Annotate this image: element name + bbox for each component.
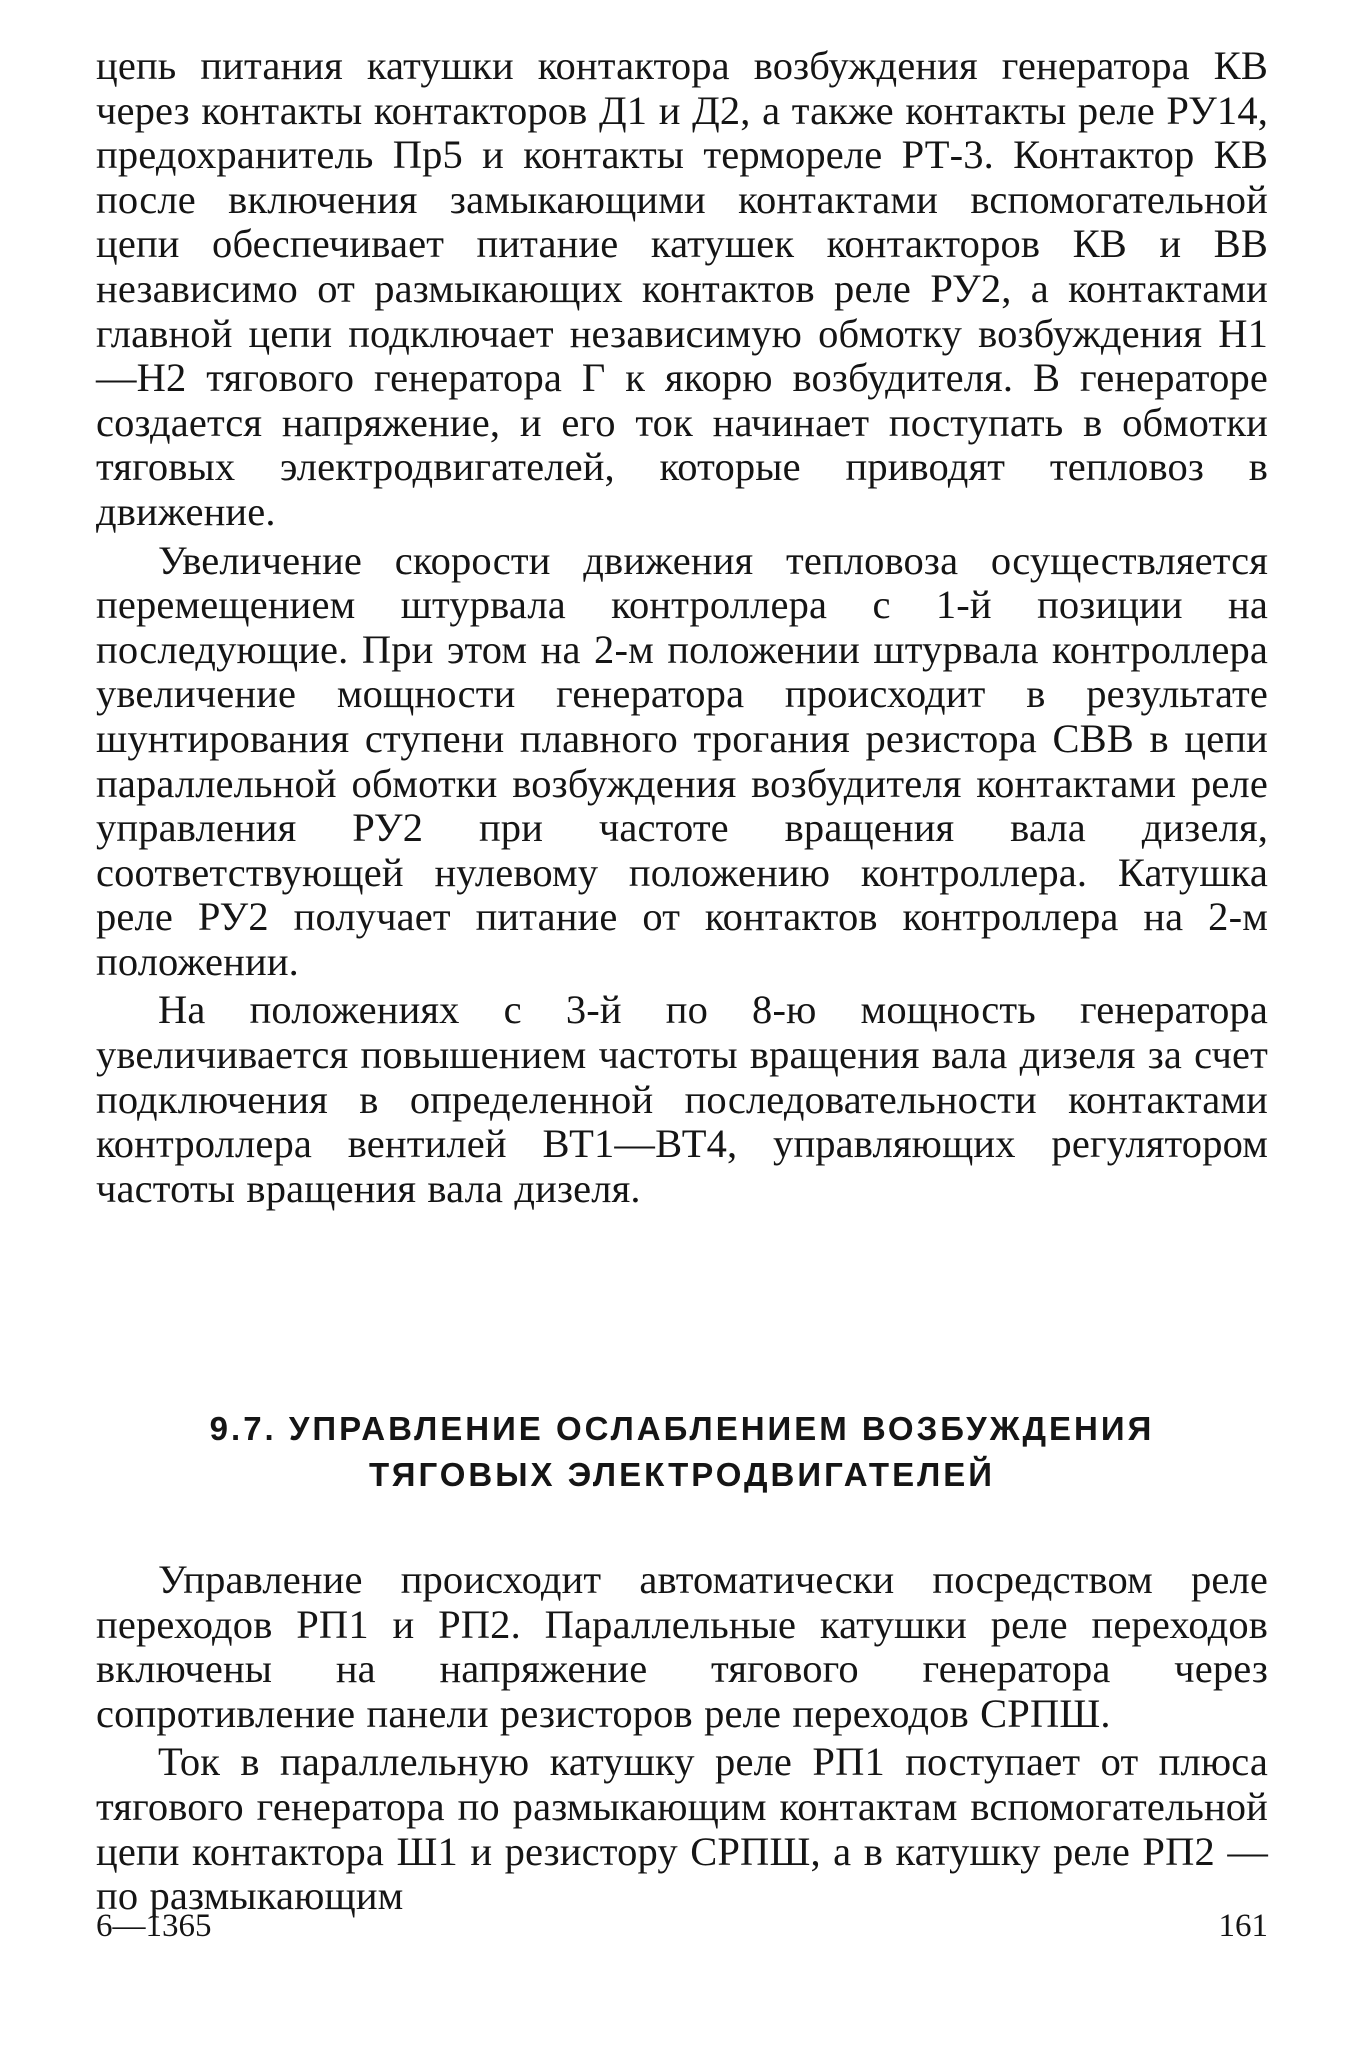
- paragraph-power-positions: На положениях с 3-й по 8-ю мощность генератора увеличивается повышением частоты вращения вала дизеля за счет подключения в определенной последовательности контактами контроллера вентилей ВТ1—ВТ4, управляющих регулятором частоты вращения вала дизеля.: [96, 987, 1268, 1211]
- body-text-bottom: [96, 1558, 1268, 1919]
- page-number: 161: [1218, 1908, 1268, 1944]
- section-heading: [96, 1406, 1268, 1498]
- paragraph-relay-coil-current: Ток в параллельную катушку реле РП1 поступает от плюса тягового генератора по размыкающим контактам вспомогательной цепи контактора Ш1 и резистору СРПШ, а в катушку реле РП2 — по размыкающим: [96, 1739, 1268, 1919]
- printer-signature: 6—1365: [96, 1908, 212, 1944]
- body-text-top: [96, 44, 1268, 1211]
- paragraph-transition-relays: Управление происходит автоматически посредством реле переходов РП1 и РП2. Параллельные катушки реле переходов включены на напряжение тягового генератора через сопротивление панели резисторов реле переходов СРПШ.: [96, 1557, 1268, 1736]
- section-heading-line-2: ТЯГОВЫХ ЭЛЕКТРОДВИГАТЕЛЕЙ: [369, 1456, 995, 1493]
- paragraph-speed-control: Увеличение скорости движения тепловоза осуществляется перемещением штурвала контроллера с 1-й позиции на последующие. При этом на 2-м положении штурвала контроллера увеличение мощности генератора происходит в результате шунтирования ступени плавного трогания резистора СВВ в цепи параллельной обмотки возбуждения возбудителя контактами реле управления РУ2 при частоте вращения вала дизеля, соответствующей нулевому положению контроллера. Катушка реле РУ2 получает питание от контактов контроллера на 2-м положении.: [96, 537, 1268, 984]
- paragraph-continued: цепь питания катушки контактора возбуждения генератора КВ через контакты контакторов Д1 и Д2, а также контакты реле РУ14, предохранитель Пр5 и контакты термореле РТ-3. Контактор КВ после включения замыкающими контактами вспомогательной цепи обеспечивает питание катушек контакторов КВ и ВВ независимо от размыкающих контактов реле РУ2, а контактами главной цепи подключает независимую обмотку возбуждения Н1—Н2 тягового генератора Г к якорю возбудителя. В генераторе создается напряжение, и его ток начинает поступать в обмотки тяговых электродвигателей, которые приводят тепловоз в движение.: [96, 43, 1268, 534]
- section-heading-line-1: 9.7. УПРАВЛЕНИЕ ОСЛАБЛЕНИЕМ ВОЗБУЖДЕНИЯ: [209, 1410, 1155, 1447]
